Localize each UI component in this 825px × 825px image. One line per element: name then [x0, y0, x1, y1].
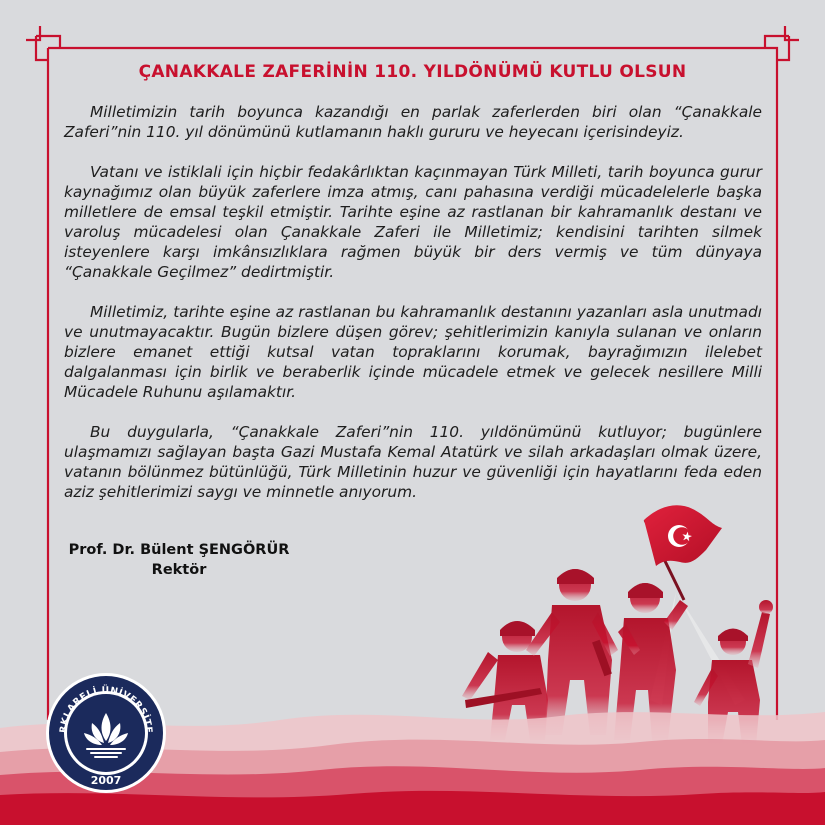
paragraph: Bu duygularla, “Çanakkale Zaferi”nin 110. yıldönümünü kutluyor; bugünlere ulaşmamızı sağlayan başta Gazi Mustafa Kemal Atatürk ve silah arkadaşları olmak üzere, vatanın bölünmez bütünlüğü, Türk Milletinin huzur ve güvenliği için hayatlarını feda eden aziz şehitlerimizi saygı ve minnetle anıyorum.	[64, 423, 762, 501]
seal-year: 2007	[90, 774, 122, 787]
message-body	[64, 102, 762, 522]
svg-text:KIRKLARELİ ÜNİVERSİTESİ: RKLARELİ ÜNİVERSİTE	[57, 684, 155, 734]
paragraph: Vatanı ve istiklali için hiçbir fedakârlıktan kaçınmayan Türk Milleti, tarih boyunca gurur kaynağımız olan büyük zaferlere imza atmış, canı pahasına verdiği mücadelelerle başka milletlere de emsal teşkil etmiştir. Tarihte eşine az rastlanan bir kahramanlık destanı ve varoluş mücadelesi olan Çanakkale Zaferi ile Milletimiz; kendisini tarihten silmek isteyenlere karşı imkânsızlıklara rağmen büyük bir ders vermiş ve tüm dünyaya “Çanakkale Geçilmez” dedirtmiştir.	[64, 163, 762, 281]
signatory-role: Rektör	[151, 562, 207, 578]
page-title: ÇANAKKALE ZAFERİNİN 110. YILDÖNÜMÜ KUTLU OLSUN	[138, 62, 687, 82]
signatory-name: Prof. Dr. Bülent ŞENGÖRÜR	[68, 542, 290, 558]
turkish-flag-icon	[644, 505, 722, 600]
paragraph: Milletimiz, tarihte eşine az rastlanan bu kahramanlık destanını yazanları asla unutmadı ve unutmayacaktır. Bugün bizlere düşen görev; şehitlerimizin kanıyla sulanan ve onların bizlere emanet ettiği kutsal vatan topraklarını korumak, bayrağımızın ilelebet dalgalanması için birlik ve beraberlik içinde mücadele etmek ve gelecek nesillere Milli Mücadele Ruhunu aşılamaktır.	[64, 303, 762, 401]
paragraph: Milletimizin tarih boyunca kazandığı en parlak zaferlerden biri olan “Çanakkale Zaferi”nin 110. yıl dönümünü kutlamanın haklı gururu ve heyecanı içerisindeyiz.	[64, 103, 762, 141]
university-seal-logo	[44, 671, 168, 795]
